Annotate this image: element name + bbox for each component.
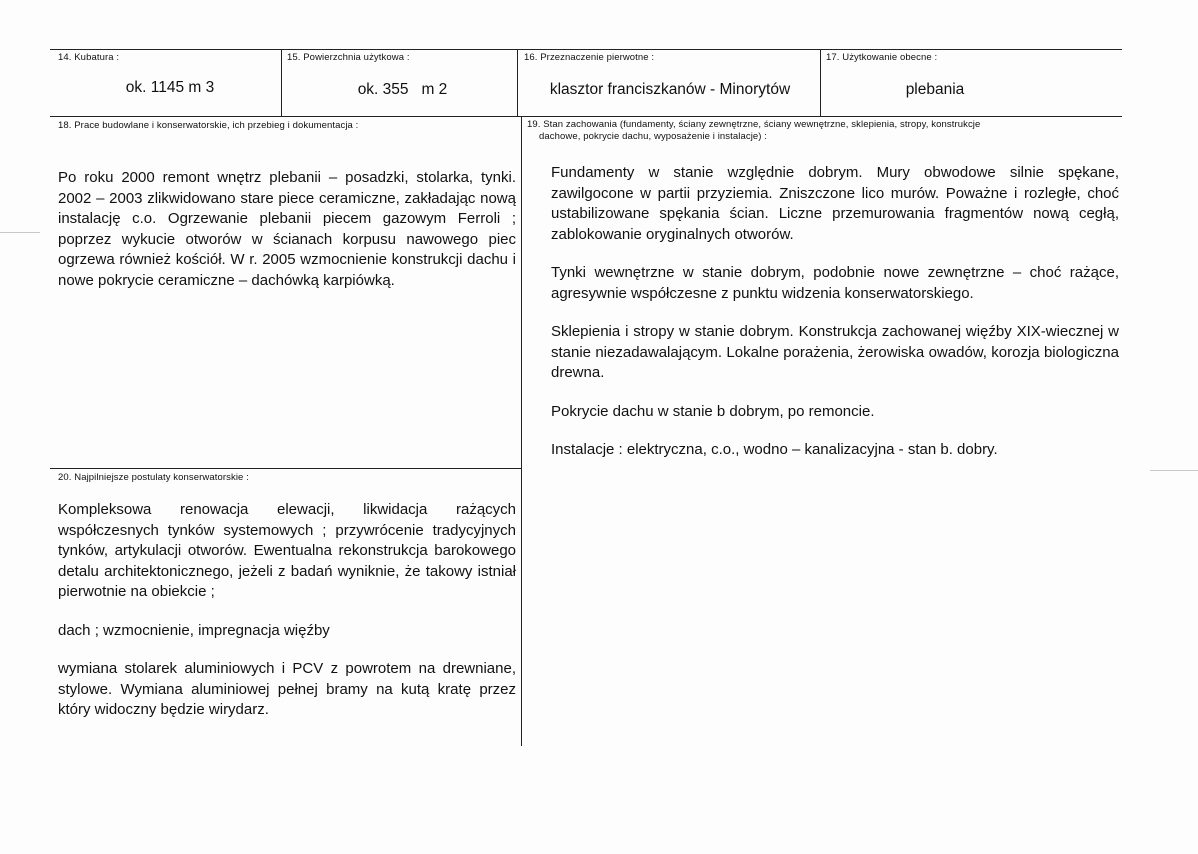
- przeznaczenie-value: klasztor franciszkanów - Minorytów: [549, 81, 791, 98]
- kubatura-value: ok. 1145 m 3: [125, 79, 215, 96]
- grid-top-line: [50, 49, 1122, 50]
- stan-paragraph: Sklepienia i stropy w stanie dobrym. Konstrukcja zachowanej więźby XIX-wiecznej w stanie niezadawalającym. Lokalne porażenia, żerowiska owadów, korozja biologiczna drewna.: [551, 323, 1119, 381]
- grid-section20-top-line: [50, 468, 522, 469]
- postulaty-label: 20. Najpilniejsze postulaty konserwatorskie :: [58, 472, 249, 483]
- stan-paragraph: Pokrycie dachu w stanie b dobrym, po remoncie.: [551, 402, 875, 420]
- scan-mark: [1150, 470, 1198, 471]
- grid-divider: [517, 49, 518, 116]
- kubatura-label: 14. Kubatura :: [58, 52, 120, 63]
- stan-paragraph: Instalacje : elektryczna, c.o., wodno – kanalizacyjna - stan b. dobry.: [551, 441, 998, 458]
- prace-text: Po roku 2000 remont wnętrz plebanii – posadzki, stolarka, tynki. 2002 – 2003 zlikwidowano stare piece ceramiczne, zakładając nową instalację c.o. Ogrzewanie plebanii piecem gazowym Ferroli ; poprzez wykucie otworów w ścianach korpusu nawowego piec ogrzewa również kościół. W r. 2005 wzmocnienie konstrukcji dachu i nowe pokrycie ceramiczne – dachówką karpiówką.: [58, 169, 516, 289]
- prace-label: 18. Prace budowlane i konserwatorskie, ich przebieg i dokumentacja :: [58, 120, 359, 131]
- postulaty-paragraph: Kompleksowa renowacja elewacji, likwidacja rażących współczesnych tynków systemowych ; przywrócenie tradycyjnych tynków, artykulacji otworów. Ewentualna rekonstrukcja barokowego detalu architektonicznego, jeżeli z badań wyniknie, że takowy istniał pierwotnie na obiekcie ;: [58, 501, 516, 600]
- stan-text: [551, 163, 1119, 461]
- stan-paragraph: Fundamenty w stanie względnie dobrym. Mury obwodowe silnie spękane, zawilgocone w partii przyziemia. Zniszczone lico murów. Poważne i rozległe, choć ustabilizowane spękania ścian. Liczne przemurowania fragmentów nową cegłą, zablokowanie oryginalnych otworów.: [551, 164, 1119, 243]
- grid-divider: [820, 49, 821, 116]
- powierzchnia-label: 15. Powierzchnia użytkowa :: [287, 52, 410, 63]
- stan-label-line1: 19. Stan zachowania (fundamenty, ściany zewnętrzne, ściany wewnętrzne, sklepienia, stropy, konstrukcje: [527, 119, 981, 130]
- postulaty-text: [58, 500, 516, 721]
- uzytkowanie-label: 17. Użytkowanie obecne :: [826, 52, 938, 63]
- uzytkowanie-value: plebania: [905, 81, 965, 98]
- scan-mark: [0, 232, 40, 233]
- grid-row1-bottom-line: [50, 116, 1122, 117]
- powierzchnia-value: ok. 355 m 2: [357, 81, 448, 98]
- postulaty-paragraph: wymiana stolarek aluminiowych i PCV z powrotem na drewniane, stylowe. Wymiana aluminiowej pełnej bramy na kutą kratę przez który widoczny będzie wirydarz.: [58, 660, 516, 718]
- postulaty-paragraph: dach ; wzmocnienie, impregnacja więźby: [58, 621, 330, 639]
- stan-label-line2: dachowe, pokrycie dachu, wyposażenie i instalacje) :: [539, 131, 768, 142]
- stan-label: [527, 119, 1121, 143]
- grid-divider: [281, 49, 282, 116]
- przeznaczenie-label: 16. Przeznaczenie pierwotne :: [524, 52, 655, 63]
- stan-paragraph: Tynki wewnętrzne w stanie dobrym, podobnie nowe zewnętrzne – choć rażące, agresywnie współczesne z punktu widzenia konserwatorskiego.: [551, 264, 1119, 302]
- grid-center-divider: [521, 116, 522, 746]
